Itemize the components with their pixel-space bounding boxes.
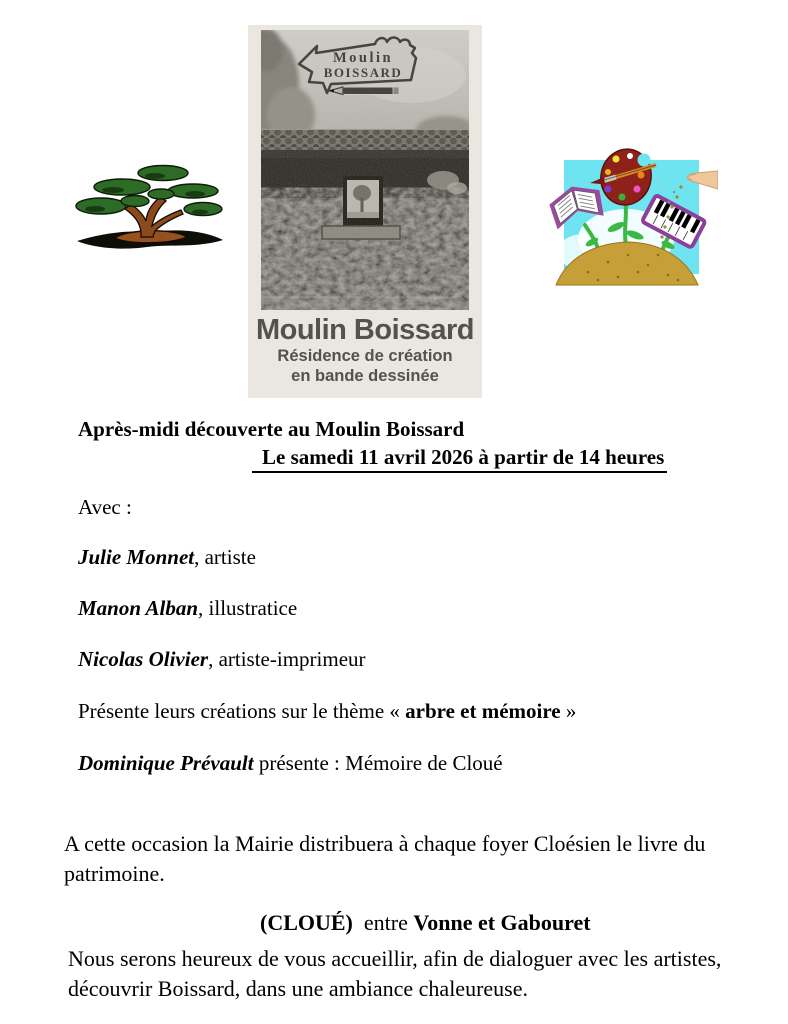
presenter-name: Dominique Prévault <box>78 751 254 775</box>
participant-row <box>78 545 256 570</box>
participant-role: , illustratice <box>198 596 298 620</box>
poster-caption <box>248 314 482 386</box>
presenter-rest: présente : Mémoire de Cloué <box>253 751 503 775</box>
announcement-line2: patrimoine. <box>64 861 165 886</box>
theme-title: arbre et mémoire <box>405 699 561 723</box>
arts-sprouting-illustration <box>538 147 718 289</box>
closing-line1: Nous serons heureux de vous accueillir, afin de dialoguer avec les artistes, <box>68 946 722 971</box>
moulin-boissard-poster <box>248 25 482 398</box>
intro-label: Avec : <box>78 495 132 519</box>
event-heading-line2 <box>252 445 667 473</box>
participant-role: , artiste-imprimeur <box>208 647 366 671</box>
theme-line <box>78 699 576 724</box>
closing-paragraph <box>68 944 721 1004</box>
cloue-mid: entre <box>352 910 414 935</box>
presenter-line <box>78 751 503 776</box>
bonsai-tree-illustration <box>75 160 225 258</box>
theme-suffix: » <box>560 699 577 723</box>
poster-photo <box>261 30 469 310</box>
poster-title: Moulin Boissard <box>255 314 475 346</box>
pencil-icon <box>329 87 399 95</box>
theme-prefix: Présente leurs créations sur le thème « <box>78 699 406 723</box>
participant-role: , artiste <box>194 545 256 569</box>
participant-row <box>78 596 297 621</box>
poster-subtitle-line1: Résidence de création <box>277 347 453 365</box>
logo-line1: Moulin <box>332 50 394 66</box>
closing-line2: découvrir Boissard, dans une ambiance chaleureuse. <box>68 976 528 1001</box>
announcement-line1: A cette occasion la Mairie distribuera à chaque foyer Cloésien le livre du <box>64 831 706 856</box>
cloue-rivers: Vonne et Gabouret <box>413 910 591 935</box>
participant-name: Julie Monnet <box>78 545 195 569</box>
logo-line2: BOISSARD <box>323 65 403 80</box>
poster-subtitle-line2: en bande dessinée <box>291 367 439 385</box>
participant-name: Nicolas Olivier <box>78 647 209 671</box>
announcement-paragraph <box>64 829 705 889</box>
event-heading-line1: Après-midi découverte au Moulin Boissard <box>78 417 465 441</box>
participant-name: Manon Alban <box>78 596 199 620</box>
cloue-name: (CLOUÉ) <box>260 910 353 935</box>
participant-row <box>78 647 366 672</box>
event-date: Le samedi 11 avril 2026 à partir de 14 heures <box>252 445 667 473</box>
